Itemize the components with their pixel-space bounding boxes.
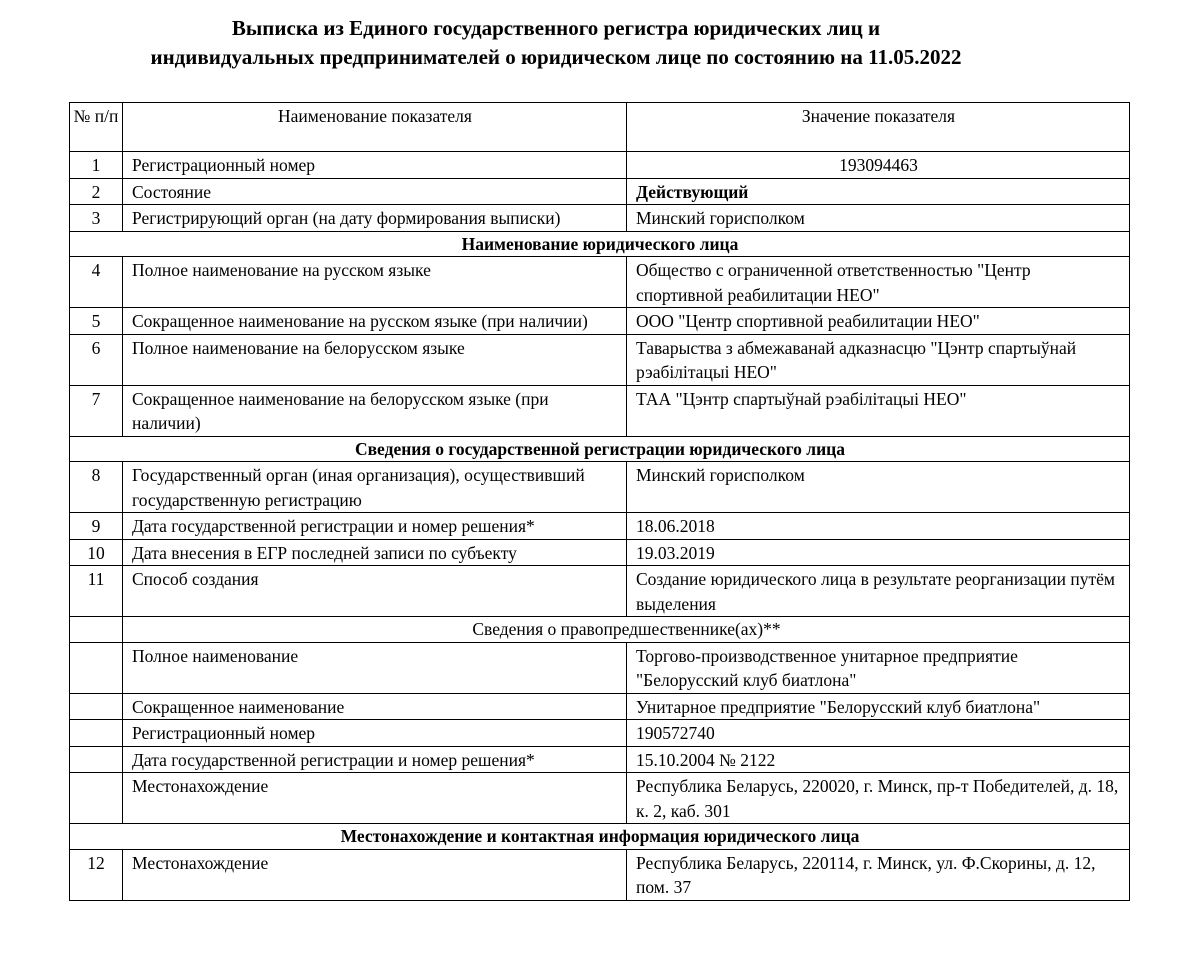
row-number: 3 — [70, 205, 123, 232]
document-title — [0, 14, 1112, 72]
row-indicator-name: Сокращенное наименование на белорусском языке (при наличии) — [123, 385, 627, 436]
row-indicator-name: Местонахождение — [123, 849, 627, 900]
row-number: 8 — [70, 462, 123, 513]
subsection-title: Сведения о правопредшественнике(ах)** — [123, 617, 1130, 643]
row-indicator-value: ТАА "Цэнтр спартыўнай рэабілітацыі НЕО" — [627, 385, 1130, 436]
row-indicator-value: Общество с ограниченной ответственностью "Центр спортивной реабилитации НЕО" — [627, 257, 1130, 308]
row-number: 11 — [70, 566, 123, 617]
table-row — [70, 205, 1130, 232]
row-indicator-value: Торгово-производственное унитарное предприятие "Белорусский клуб биатлона" — [627, 642, 1130, 693]
section-title: Сведения о государственной регистрации юридического лица — [70, 436, 1130, 462]
document-title-line-1: Выписка из Единого государственного регистра юридических лиц и — [231, 16, 881, 40]
empty-number-cell — [70, 746, 123, 773]
row-indicator-name: Полное наименование на белорусском языке — [123, 334, 627, 385]
row-indicator-name: Сокращенное наименование — [123, 693, 627, 720]
table-row — [70, 334, 1130, 385]
table-row — [70, 720, 1130, 747]
row-indicator-value: 15.10.2004 № 2122 — [627, 746, 1130, 773]
row-indicator-name: Дата государственной регистрации и номер решения* — [123, 746, 627, 773]
row-indicator-name: Полное наименование на русском языке — [123, 257, 627, 308]
row-indicator-value: Минский горисполком — [627, 205, 1130, 232]
empty-number-cell — [70, 617, 123, 643]
row-indicator-name: Местонахождение — [123, 773, 627, 824]
table-row — [70, 308, 1130, 335]
empty-number-cell — [70, 693, 123, 720]
row-indicator-name: Полное наименование — [123, 642, 627, 693]
subsection-header-row — [70, 617, 1130, 643]
header-number: № п/п — [70, 103, 123, 152]
status-value: Действующий — [627, 178, 1130, 205]
table-row — [70, 513, 1130, 540]
row-indicator-value: Создание юридического лица в результате реорганизации путём выделения — [627, 566, 1130, 617]
table-row — [70, 566, 1130, 617]
row-indicator-value: 190572740 — [627, 720, 1130, 747]
row-number: 4 — [70, 257, 123, 308]
row-number: 7 — [70, 385, 123, 436]
table-row — [70, 849, 1130, 900]
row-indicator-name: Сокращенное наименование на русском языке (при наличии) — [123, 308, 627, 335]
empty-number-cell — [70, 720, 123, 747]
row-indicator-name: Дата внесения в ЕГР последней записи по субъекту — [123, 539, 627, 566]
registry-extract-table — [69, 102, 1130, 901]
section-header-row — [70, 231, 1130, 257]
table-row — [70, 539, 1130, 566]
table-row — [70, 385, 1130, 436]
row-indicator-value: ООО "Центр спортивной реабилитации НЕО" — [627, 308, 1130, 335]
document-title-line-2: индивидуальных предпринимателей о юридическом лице по состоянию на 11.05.2022 — [150, 45, 962, 69]
empty-number-cell — [70, 642, 123, 693]
table-row — [70, 693, 1130, 720]
table-row — [70, 178, 1130, 205]
row-indicator-value: Унитарное предприятие "Белорусский клуб биатлона" — [627, 693, 1130, 720]
empty-number-cell — [70, 773, 123, 824]
table-row — [70, 257, 1130, 308]
row-indicator-name: Способ создания — [123, 566, 627, 617]
table-row — [70, 642, 1130, 693]
row-number: 1 — [70, 152, 123, 179]
row-indicator-value: 18.06.2018 — [627, 513, 1130, 540]
table-row — [70, 152, 1130, 179]
row-indicator-name: Состояние — [123, 178, 627, 205]
row-indicator-value: Республика Беларусь, 220020, г. Минск, пр-т Победителей, д. 18, к. 2, каб. 301 — [627, 773, 1130, 824]
row-number: 2 — [70, 178, 123, 205]
table-row — [70, 746, 1130, 773]
row-number: 9 — [70, 513, 123, 540]
row-indicator-value: 19.03.2019 — [627, 539, 1130, 566]
header-indicator-value: Значение показателя — [627, 103, 1130, 152]
row-number: 5 — [70, 308, 123, 335]
row-indicator-name: Регистрирующий орган (на дату формирования выписки) — [123, 205, 627, 232]
section-header-row — [70, 436, 1130, 462]
registration-number-value: 193094463 — [627, 152, 1130, 179]
row-indicator-name: Регистрационный номер — [123, 152, 627, 179]
row-number: 12 — [70, 849, 123, 900]
row-indicator-name: Дата государственной регистрации и номер решения* — [123, 513, 627, 540]
section-title: Наименование юридического лица — [70, 231, 1130, 257]
section-header-row — [70, 824, 1130, 850]
row-indicator-value: Минский горисполком — [627, 462, 1130, 513]
row-number: 10 — [70, 539, 123, 566]
row-number: 6 — [70, 334, 123, 385]
table-row — [70, 462, 1130, 513]
row-indicator-value: Республика Беларусь, 220114, г. Минск, ул. Ф.Скорины, д. 12, пом. 37 — [627, 849, 1130, 900]
header-indicator-name: Наименование показателя — [123, 103, 627, 152]
section-title: Местонахождение и контактная информация юридического лица — [70, 824, 1130, 850]
row-indicator-name: Регистрационный номер — [123, 720, 627, 747]
row-indicator-name: Государственный орган (иная организация), осуществивший государственную регистрацию — [123, 462, 627, 513]
table-header-row — [70, 103, 1130, 152]
table-row — [70, 773, 1130, 824]
row-indicator-value: Таварыства з абмежаванай адказнасцю "Цэнтр спартыўнай рэабілітацыі НЕО" — [627, 334, 1130, 385]
